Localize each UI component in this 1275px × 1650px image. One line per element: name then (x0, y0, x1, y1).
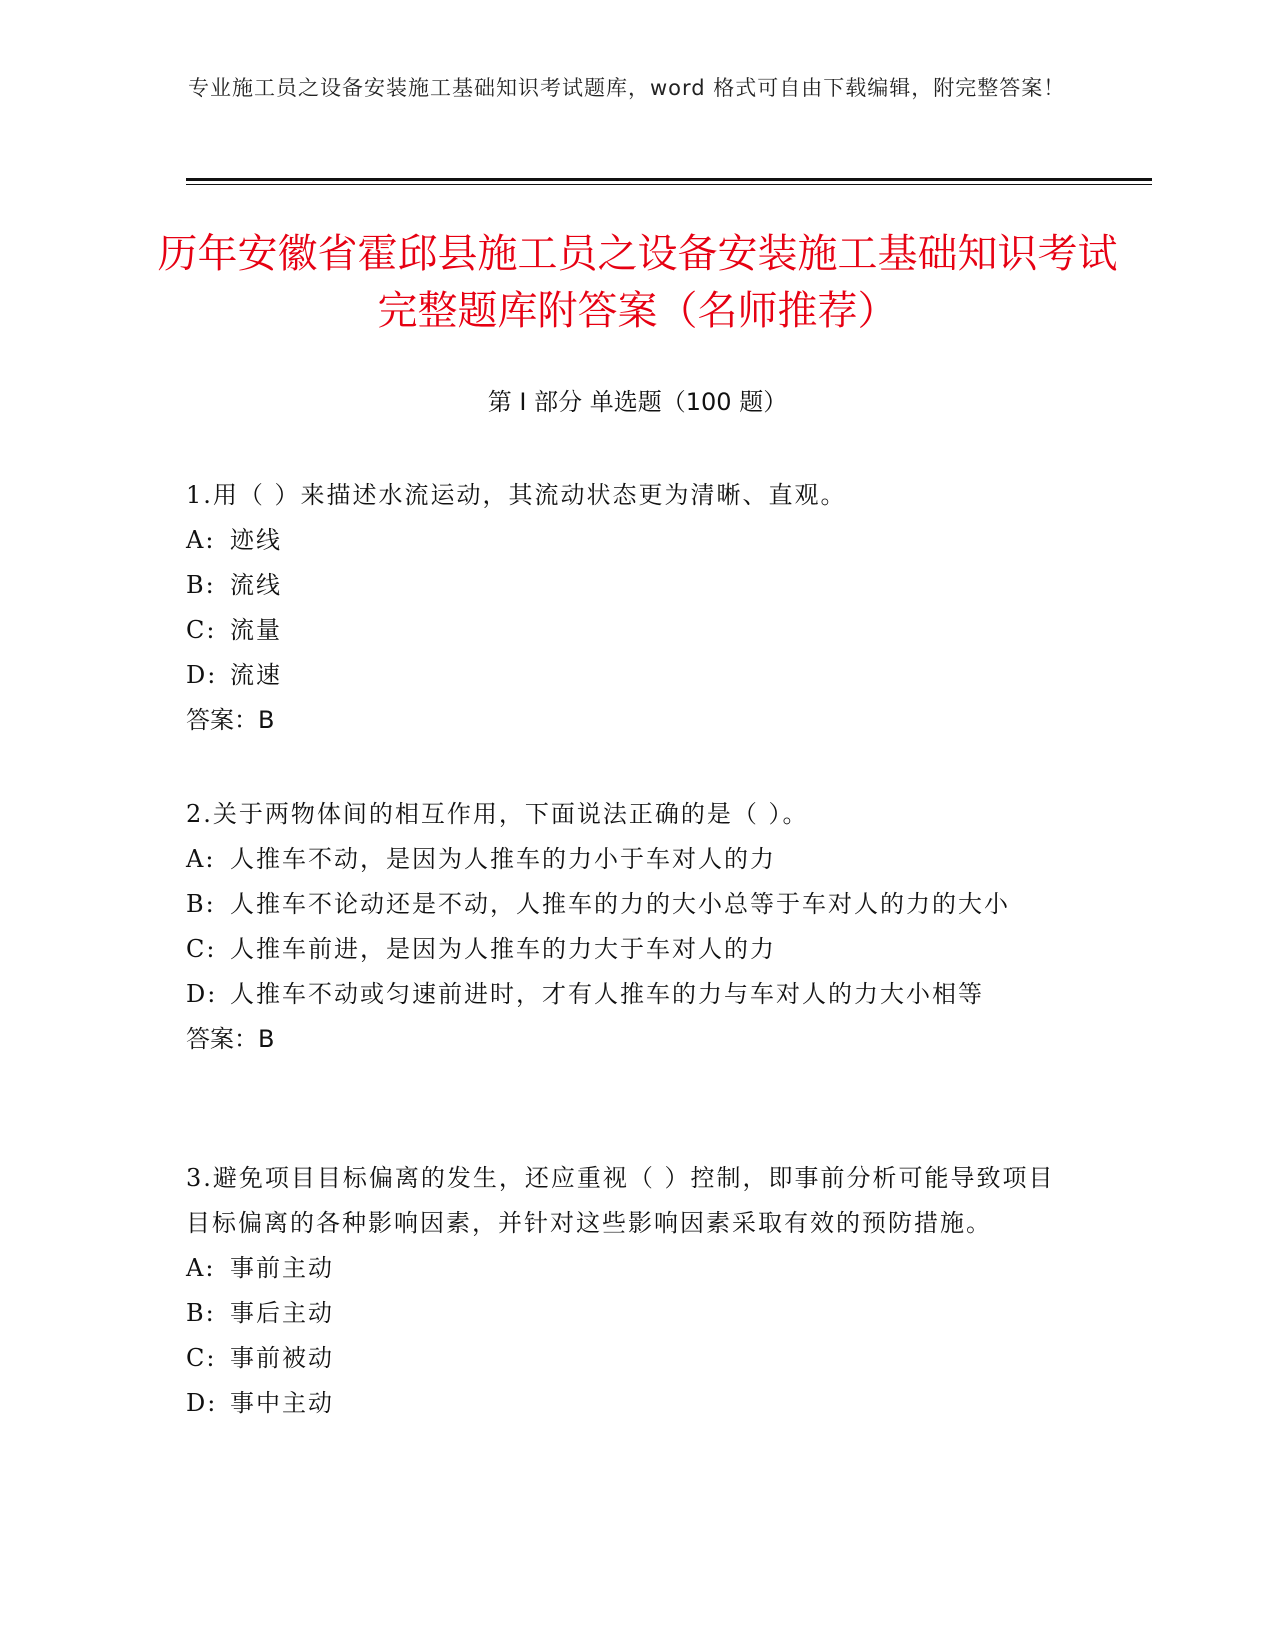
option-a (186, 518, 1076, 563)
option-d (186, 1381, 1076, 1426)
option-text: 迹线 (230, 526, 282, 554)
question-stem: 1.用（ ）来描述水流运动，其流动状态更为清晰、直观。 (186, 481, 847, 509)
option-key: D: (186, 1389, 218, 1417)
option-text: 流线 (230, 571, 282, 599)
option-d (186, 653, 1076, 698)
option-key: B: (186, 571, 216, 599)
question-2 (186, 792, 1076, 1062)
option-text: 事前主动 (230, 1254, 334, 1282)
question-stem: 3.避免项目目标偏离的发生，还应重视（ ）控制，即事前分析可能导致项目目标偏离的各种影响因素，并针对这些影响因素采取有效的预防措施。 (186, 1164, 1055, 1237)
answer: 答案：B (186, 706, 275, 734)
option-d (186, 972, 1076, 1017)
option-text: 事中主动 (230, 1389, 334, 1417)
option-key: D: (186, 661, 218, 689)
option-b (186, 882, 1076, 927)
header-rule-thin (186, 184, 1152, 185)
option-text: 人推车不论动还是不动，人推车的力的大小总等于车对人的力的大小 (230, 890, 1010, 918)
option-c (186, 927, 1076, 972)
question-1 (186, 473, 1076, 743)
header-note: 专业施工员之设备安装施工基础知识考试题库，word 格式可自由下载编辑，附完整答案！ (188, 76, 1066, 100)
option-text: 流速 (230, 661, 282, 689)
option-key: B: (186, 890, 216, 918)
option-c (186, 1336, 1076, 1381)
option-a (186, 1246, 1076, 1291)
option-key: D: (186, 980, 218, 1008)
option-key: A: (186, 526, 216, 554)
option-text: 人推车不动，是因为人推车的力小于车对人的力 (230, 845, 776, 873)
option-c (186, 608, 1076, 653)
section-title: 第 I 部分 单选题（100 题） (487, 388, 788, 416)
option-key: A: (186, 845, 216, 873)
option-a (186, 837, 1076, 882)
option-key: A: (186, 1254, 216, 1282)
option-key: C: (186, 1344, 217, 1372)
question-3 (186, 1156, 1076, 1426)
header-rule-thick (186, 178, 1152, 181)
option-text: 人推车前进，是因为人推车的力大于车对人的力 (230, 935, 776, 963)
option-key: C: (186, 616, 217, 644)
question-stem: 2.关于两物体间的相互作用，下面说法正确的是（ ）。 (186, 800, 809, 828)
option-text: 事后主动 (230, 1299, 334, 1327)
answer: 答案：B (186, 1025, 275, 1053)
option-key: C: (186, 935, 217, 963)
option-b (186, 563, 1076, 608)
option-text: 人推车不动或匀速前进时，才有人推车的力与车对人的力大小相等 (230, 980, 984, 1008)
option-text: 流量 (230, 616, 282, 644)
option-key: B: (186, 1299, 216, 1327)
document-title: 历年安徽省霍邱县施工员之设备安装施工基础知识考试完整题库附答案（名师推荐） (157, 231, 1118, 334)
option-b (186, 1291, 1076, 1336)
option-text: 事前被动 (230, 1344, 334, 1372)
